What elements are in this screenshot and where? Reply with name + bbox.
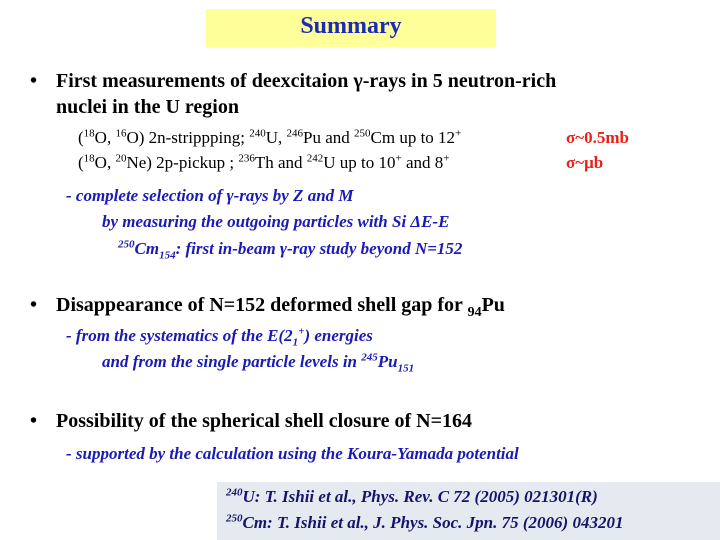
superscript: + <box>455 127 462 140</box>
superscript: 240 <box>226 486 243 499</box>
superscript: 250 <box>118 238 135 251</box>
bullet-2-sub-2 <box>102 351 415 375</box>
text: and from the single particle levels in <box>102 352 362 371</box>
superscript: + <box>395 152 402 165</box>
text: ( <box>78 128 84 147</box>
superscript: 240 <box>249 127 266 140</box>
superscript: + <box>298 325 305 338</box>
text: O) 2n-strippping; <box>126 128 250 147</box>
superscript: 242 <box>306 152 324 165</box>
text: U up to 10 <box>323 153 396 172</box>
text: Ne) 2p-pickup ; <box>126 153 239 172</box>
bullet-marker: • <box>30 410 38 432</box>
text: U, <box>265 128 287 147</box>
subscript: 151 <box>397 362 415 375</box>
bullet-1-sub-3 <box>118 238 463 262</box>
element: Pu <box>377 352 398 371</box>
superscript: 245 <box>361 351 378 364</box>
bullet-1-line-2: nuclei in the U region <box>56 96 239 118</box>
slide-title: Summary <box>300 13 402 39</box>
subscript: 1 <box>292 336 299 349</box>
text: Pu and <box>303 128 355 147</box>
gamma-symbol: γ <box>353 70 363 92</box>
text: O, <box>94 153 116 172</box>
text: Cm up to 12 <box>370 128 456 147</box>
reaction-line-2 <box>78 153 450 173</box>
element: Pu <box>481 294 505 316</box>
element: U: <box>242 487 261 506</box>
bullet-marker: • <box>30 70 38 92</box>
superscript: 18 <box>83 127 95 140</box>
superscript: 18 <box>83 152 95 165</box>
text: ( <box>78 153 84 172</box>
text: Disappearance of N=152 deformed shell gap for <box>56 294 468 316</box>
subscript: 154 <box>159 249 176 262</box>
reference-text: T. Ishii et al., Phys. Rev. C 72 (2005) 021301(R) <box>260 487 598 506</box>
superscript: 236 <box>238 152 255 165</box>
subscript: 94 <box>467 305 482 320</box>
bullet-3-line-1: Possibility of the spherical shell closure of N=164 <box>56 410 473 432</box>
bullet-1-text: First measurements of deexcitaion <box>56 70 354 92</box>
bullet-3-sub-1: - supported by the calculation using the Koura-Yamada potential <box>66 444 519 463</box>
text: Th and <box>254 153 307 172</box>
reference-1 <box>226 487 598 507</box>
element: Cm <box>134 239 160 258</box>
cross-section-1: σ~0.5mb <box>566 128 629 147</box>
bullet-marker: • <box>30 294 38 316</box>
bullet-2-sub-1 <box>66 325 373 349</box>
reference-2 <box>226 513 623 533</box>
superscript: 250 <box>226 512 243 525</box>
superscript: 16 <box>115 127 127 140</box>
bullet-1-sub-2: by measuring the outgoing particles with Si ΔE-E <box>102 212 450 231</box>
text: O, <box>94 128 116 147</box>
bullet-1-line-1 <box>56 70 556 93</box>
text: : first in-beam γ-ray study beyond N=152 <box>175 239 463 258</box>
bullet-1-sub-1: - complete selection of γ-rays by Z and M <box>66 186 354 205</box>
superscript: 246 <box>286 127 304 140</box>
cross-section-2: σ~μb <box>566 153 604 172</box>
superscript: 250 <box>354 127 371 140</box>
superscript: + <box>443 152 450 165</box>
superscript: 20 <box>115 152 127 165</box>
reference-text: T. Ishii et al., J. Phys. Soc. Jpn. 75 (2006) 043201 <box>272 513 624 532</box>
bullet-1-text-cont: -rays in 5 neutron-rich <box>362 70 557 92</box>
reaction-line-1 <box>78 128 461 148</box>
text: and 8 <box>401 153 444 172</box>
text: - from the systematics of the E(2 <box>66 326 293 345</box>
element: Cm: <box>242 513 273 532</box>
text: ) energies <box>304 326 373 345</box>
bullet-2-line-1 <box>56 294 505 320</box>
